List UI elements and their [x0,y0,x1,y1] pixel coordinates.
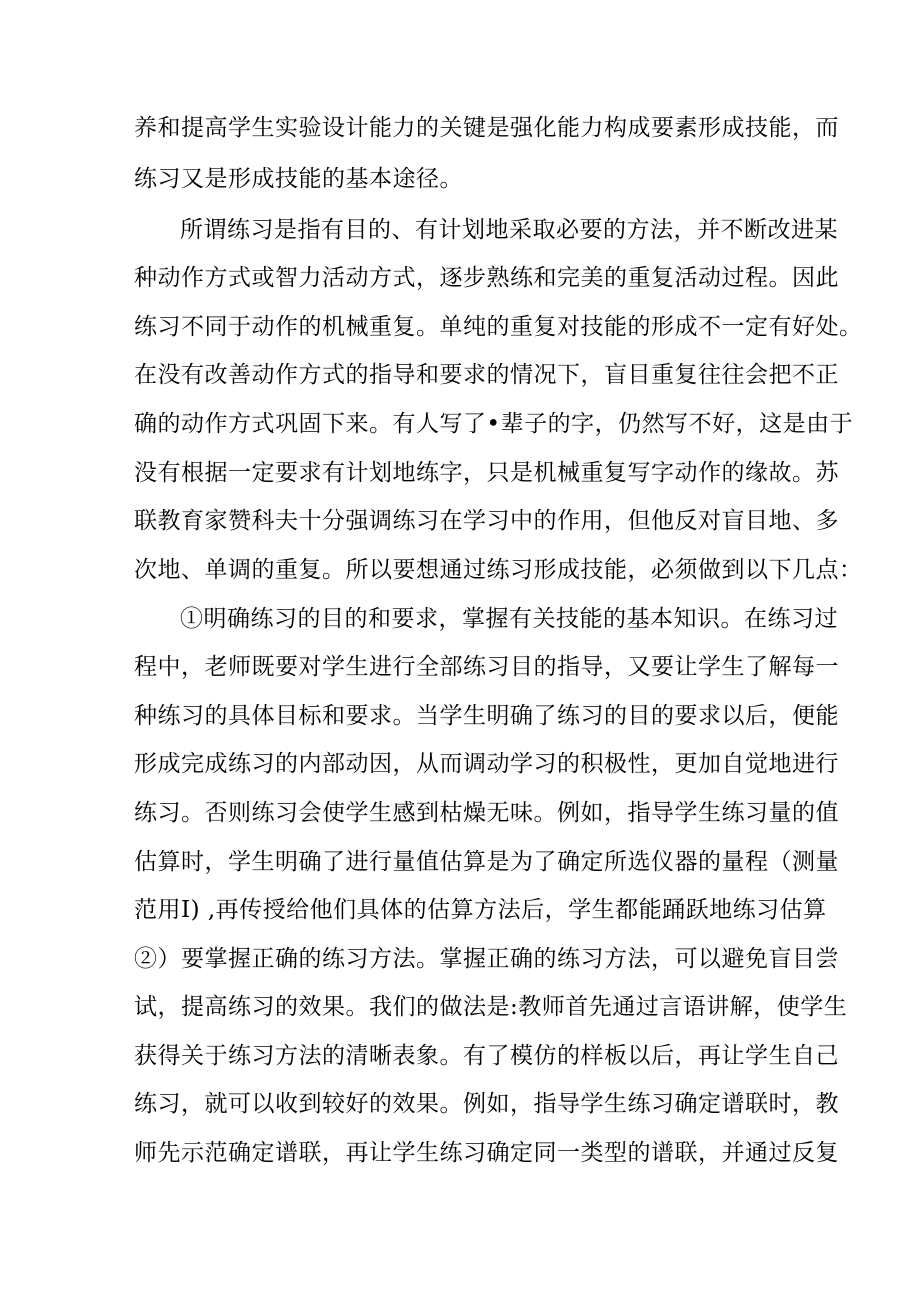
text-line-9: 联教育家赞科夫十分强调练习在学习中的作用，但他反对盲目地、多 [134,508,839,534]
text-line-13: 种练习的具体目标和要求。当学生明确了练习的目的要求以后，便能 [134,703,839,729]
text-line-3: 所谓练习是指有目的、有计划地采取必要的方法，并不断改进某 [180,217,838,243]
text-line-8: 没有根据一定要求有计划地练字，只是机械重复写字动作的缘故。苏 [134,460,839,486]
text-line-17: 范用I) ,再传授给他们具体的估算方法后，学生都能踊跃地练习估算 [134,897,827,923]
text-line-22: 师先示范确定谱联，再让学生练习确定同一类型的谱联，并通过反复 [134,1140,839,1166]
text-line-7: 确的动作方式巩固下来。有人写了•辈子的字，仍然写不好，这是由于 [134,411,854,437]
text-line-1: 养和提高学生实验设计能力的关键是强化能力构成要素形成技能，而 [134,115,839,141]
text-line-11: ①明确练习的目的和要求，掌握有关技能的基本知识。在练习过 [180,606,838,632]
text-line-14: 形成完成练习的内部动因，从而调动学习的积极性，更加自觉地进行 [134,751,839,777]
text-line-6: 在没有改善动作方式的指导和要求的情况下，盲目重复往往会把不正 [134,362,839,388]
text-line-21: 练习，就可以收到较好的效果。例如，指导学生练习确定谱联时，教 [134,1091,839,1117]
text-line-18: ②）要掌握正确的练习方法。掌握正确的练习方法，可以避免盲目尝 [134,946,839,972]
text-line-10: 次地、单调的重复。所以要想通过练习形成技能，必须做到以下几点： [134,557,863,583]
text-line-12: 程中，老师既要对学生进行全部练习目的指导，又要让学生了解每一 [134,654,839,680]
text-line-5: 练习不同于动作的机械重复。单纯的重复对技能的形成不一定有好处。 [134,314,863,340]
text-line-16: 估算时，学生明确了进行量值估算是为了确定所选仪器的量程（测量 [134,849,839,875]
text-line-4: 种动作方式或智力活动方式，逐步熟练和完美的重复活动过程。因此 [134,265,839,291]
text-line-15: 练习。否则练习会使学生感到枯燥无味。例如，指导学生练习量的值 [134,800,839,826]
text-line-2: 练习又是形成技能的基本途径。 [134,166,463,192]
text-line-20: 获得关于练习方法的清晰表象。有了模仿的样板以后，再让学生自己 [134,1043,839,1069]
text-line-19: 试，提高练习的效果。我们的做法是:教师首先通过言语讲解，使学生 [134,994,848,1020]
